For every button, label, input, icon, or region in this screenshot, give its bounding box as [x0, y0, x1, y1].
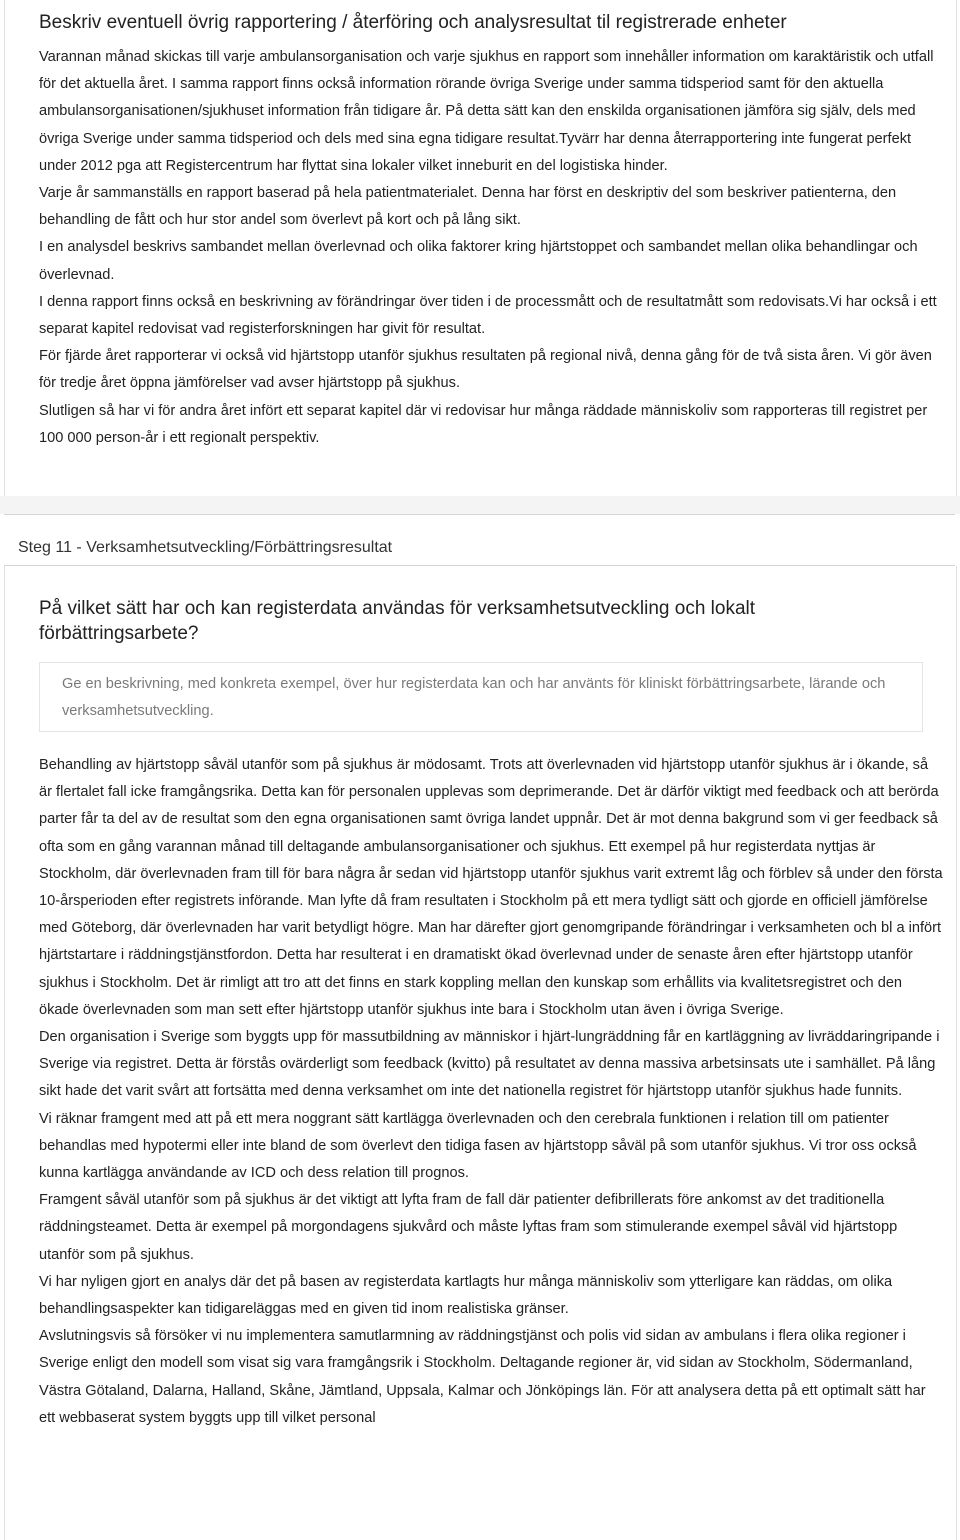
- paragraph: Varje år sammanställs en rapport baserad på hela patientmaterialet. Denna har först en deskriptiv del som beskriver patienterna, den behandling de fått och hur stor andel som överlevt på kort och på lång sikt.: [39, 185, 897, 229]
- reporting-answer: [39, 44, 944, 452]
- hint-box: [39, 662, 923, 732]
- paragraph: För fjärde året rapporterar vi också vid hjärtstopp utanför sjukhus resultaten på regional nivå, denna gång för de två sista åren. Vi gör även för tredje året öppna jämförelser vad avser hjärtstopp på sjukhus.: [39, 348, 932, 392]
- paragraph: Framgent såväl utanför som på sjukhus är det viktigt att lyfta fram de fall där patienter defibrillerats före ankomst av det traditionella räddningsteamet. Detta är exempel på morgondagens sjukvård och måste lyftas fram som stimulerande exempel såväl vid hjärtstopp utanför som på sjukhus.: [39, 1192, 898, 1263]
- hint-text: Ge en beskrivning, med konkreta exempel, över hur registerdata kan och har använts för kliniskt förbättringsarbete, lärande och verksamhetsutveckling.: [62, 676, 886, 719]
- paragraph: Vi räknar framgent med att på ett mera noggrant sätt kartlägga överlevnaden och den cerebrala funktionen i relation till om patienter behandlas med hypotermi eller inte bland de som överlevt den tidiga fasen av hjärtstopp såväl på som utanför sjukhus. Vi tror oss också kunna kartlägga användande av ICD och dess relation till prognos.: [39, 1110, 917, 1182]
- question-title: På vilket sätt har och kan registerdata användas för verksamhetsutveckling och lokalt förbättringsarbete?: [39, 598, 756, 644]
- paragraph: Avslutningsvis så försöker vi nu implementera samutlarmning av räddningstjänst och polis vid sidan av ambulans i flera olika regioner i Sverige enligt den modell som visat sig vara framgångsrik i Stockholm. Deltagande regioner är, vid sidan av Stockholm, Södermanland, Västra Götaland, Dalarna, Halland, Skåne, Jämtland, Uppsala, Kalmar och Jönköpings län. För att analysera detta på ett optimalt sätt har ett webbaserat system byggts upp till vilket personal: [39, 1328, 926, 1426]
- step-title: Steg 11 - Verksamhetsutveckling/Förbättringsresultat: [18, 539, 393, 556]
- step-header: [4, 514, 955, 566]
- paragraph: Vi har nyligen gjort en analys där det på basen av registerdata kartlagts hur många människoliv som ytterligare kan räddas, om olika behandlingsaspekter kan tidigareläggas med en given tid inom realistiska gränser.: [39, 1273, 893, 1318]
- question-answer: [39, 752, 944, 1432]
- paragraph: Slutligen så har vi för andra året infört ett separat kapitel där vi redovisar hur många räddade människoliv som rapporteras till registret per 100 000 person-år i ett regionalt perspektiv.: [39, 402, 928, 446]
- paragraph: Varannan månad skickas till varje ambulansorganisation och varje sjukhus en rapport som innehåller information om karaktäristik och utfall för det aktuella året. I samma rapport finns också information rörande övriga Sverige under samma tidsperiod samt för den aktuella ambulansorganisationen/sjukhuset information från tidigare år. På detta sätt kan den enskilda organisationen jämföra sig själv, dels med övriga Sverige under samma tidsperiod och dels med sina egna tidigare resultat.Tyvärr har denna återrapportering inte fungerat perfekt under 2012 pga att Registercentrum har flyttat sina lokaler vilket inneburit en del logistiska hinder.: [39, 49, 934, 174]
- paragraph: Behandling av hjärtstopp såväl utanför som på sjukhus är mödosamt. Trots att överlevnaden vid hjärtstopp utanför sjukhus är i ökande, så är flertalet fall icke framgångsrika. Detta kan för personalen upplevas som deprimerande. Det är därför viktigt med feedback och att berörda parter får ta del av de resultat som den egna organisationen samt övriga landet uppnår. Det är mot denna bakgrund som vi ger feedback så ofta som en gång varannan månad till deltagande ambulansorganisationer och sjukhus. Ett exempel på hur registerdata nyttjas är Stockholm, där överlevnaden fram till för bara några år sedan vid hjärtstopp utanför sjukhus varit extremt låg och förblev så under den första 10-årsperioden efter registrets införande. Man lyfte då fram resultaten i Stockholm på ett mera tydligt sätt och gjorde en officiell jämförelse med Göteborg, där överlevnaden har varit betydligt högre. Man har därefter gjort genomgripande förändringar i verksamheten och bl a infört hjärtstartare i räddningstjänstfordon. Detta har resulterat i en dramatiskt ökad överlevnad under de senaste åren efter hjärtstopp utanför sjukhus i Stockholm. Det är rimligt att tro att det finns en stark koppling mellan den kunskap som erhållits via kvalitetsregistret och den ökade överlevnaden som man sett efter hjärtstopp utanför sjukhus inte bara i Stockholm utan även i övriga Sverige.: [39, 757, 943, 1018]
- section-divider: [0, 496, 960, 514]
- paragraph: I denna rapport finns också en beskrivning av förändringar över tiden i de processmått och de resultatmått som redovisats.Vi har också i ett separat kapitel redovisat vad registerforskningen har givit för resultat.: [39, 293, 937, 338]
- section-heading: Beskriv eventuell övrig rapportering / återföring och analysresultat til registrerade enheter: [39, 12, 787, 33]
- paragraph: Den organisation i Sverige som byggts upp för massutbildning av människor i hjärt-lungräddning får en kartläggning av livräddaringripande i Sverige via registret. Detta är förstås ovärderligt som feedback (kvitto) på resultatet av denna massiva arbetsinsats ute i samhället. På lång sikt hade det varit svårt att fortsätta med denna verksamhet om inte det nationella registret för hjärtstopp utanför sjukhus hade funnits.: [39, 1029, 940, 1100]
- paragraph: I en analysdel beskrivs sambandet mellan överlevnad och olika faktorer kring hjärtstoppet och sambandet mellan olika behandlingar och överlevnad.: [39, 239, 918, 283]
